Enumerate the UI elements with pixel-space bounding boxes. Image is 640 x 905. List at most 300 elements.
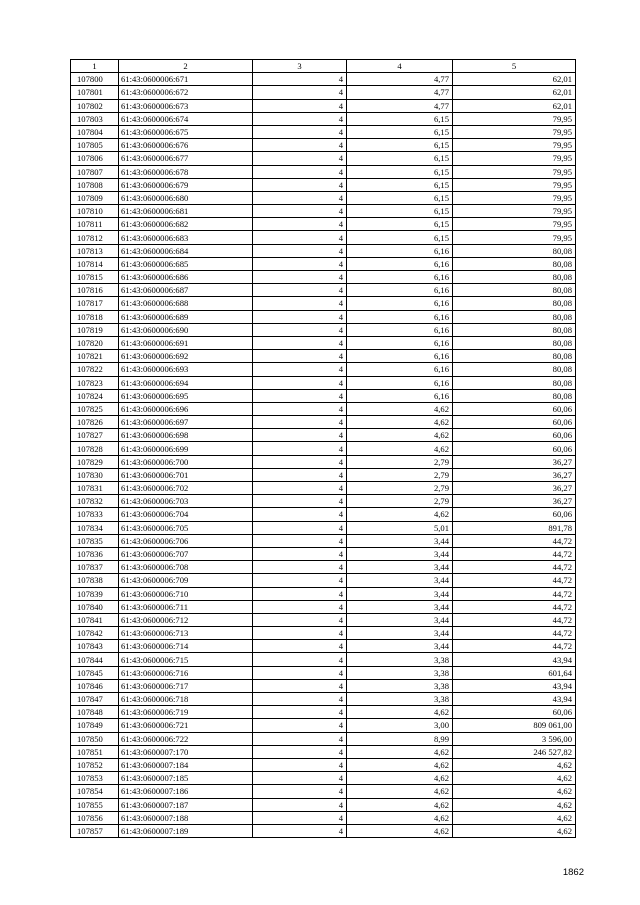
table-cell: 107828 [71, 442, 119, 455]
table-cell: 61:43:0600006:685 [119, 257, 253, 270]
table-cell: 3,44 [347, 561, 453, 574]
table-cell: 61:43:0600006:722 [119, 732, 253, 745]
table-cell: 4 [253, 574, 347, 587]
table-cell: 3,38 [347, 679, 453, 692]
table-cell: 4 [253, 310, 347, 323]
table-cell: 2,79 [347, 455, 453, 468]
table-cell: 4,62 [453, 824, 576, 837]
table-cell: 3,44 [347, 640, 453, 653]
table-cell: 107805 [71, 139, 119, 152]
table-cell: 4 [253, 798, 347, 811]
table-cell: 4 [253, 534, 347, 547]
table-cell: 44,72 [453, 561, 576, 574]
table-cell: 107808 [71, 178, 119, 191]
table-cell: 61:43:0600006:704 [119, 508, 253, 521]
table-cell: 4 [253, 336, 347, 349]
table-cell: 4 [253, 86, 347, 99]
table-cell: 79,95 [453, 218, 576, 231]
table-cell: 61:43:0600006:683 [119, 231, 253, 244]
table-cell: 4 [253, 165, 347, 178]
table-cell: 4 [253, 521, 347, 534]
table-cell: 79,95 [453, 178, 576, 191]
table-cell: 61:43:0600006:715 [119, 653, 253, 666]
table-cell: 79,95 [453, 125, 576, 138]
page-number: 1862 [562, 867, 584, 878]
table-cell: 4,62 [453, 772, 576, 785]
table-cell: 4 [253, 758, 347, 771]
table-cell: 4 [253, 191, 347, 204]
table-cell: 107813 [71, 244, 119, 257]
table-cell: 4,62 [347, 745, 453, 758]
column-header-3: 3 [253, 60, 347, 73]
table-cell: 61:43:0600006:684 [119, 244, 253, 257]
table-cell: 43,94 [453, 693, 576, 706]
table-cell: 246 527,82 [453, 745, 576, 758]
table-cell: 61:43:0600006:705 [119, 521, 253, 534]
table-cell: 4,62 [347, 402, 453, 415]
table-cell: 107856 [71, 811, 119, 824]
table-cell: 61:43:0600007:186 [119, 785, 253, 798]
table-cell: 61:43:0600006:692 [119, 350, 253, 363]
table-cell: 6,16 [347, 284, 453, 297]
table-cell: 601,64 [453, 666, 576, 679]
table-cell: 4 [253, 745, 347, 758]
table-row [71, 653, 576, 666]
table-cell: 107809 [71, 191, 119, 204]
table-row [71, 811, 576, 824]
table-cell: 4 [253, 416, 347, 429]
table-cell: 4 [253, 218, 347, 231]
table-cell: 4,62 [453, 758, 576, 771]
table-row [71, 587, 576, 600]
table-row [71, 798, 576, 811]
table-cell: 61:43:0600006:718 [119, 693, 253, 706]
table-cell: 4,62 [347, 772, 453, 785]
table-cell: 3,38 [347, 693, 453, 706]
table-row [71, 257, 576, 270]
table-cell: 4 [253, 455, 347, 468]
table-row [71, 310, 576, 323]
table-cell: 61:43:0600006:694 [119, 376, 253, 389]
table-cell: 4 [253, 587, 347, 600]
table-body [71, 73, 576, 838]
table-cell: 61:43:0600006:699 [119, 442, 253, 455]
table-cell: 4 [253, 323, 347, 336]
table-cell: 4 [253, 178, 347, 191]
table-cell: 60,06 [453, 706, 576, 719]
table-cell: 107836 [71, 547, 119, 560]
table-cell: 3,44 [347, 587, 453, 600]
table-cell: 3,44 [347, 613, 453, 626]
table-cell: 6,16 [347, 363, 453, 376]
table-cell: 61:43:0600006:690 [119, 323, 253, 336]
table-cell: 4 [253, 706, 347, 719]
table-cell: 44,72 [453, 640, 576, 653]
table-cell: 36,27 [453, 468, 576, 481]
table-cell: 61:43:0600007:189 [119, 824, 253, 837]
table-cell: 80,08 [453, 257, 576, 270]
table-cell: 4 [253, 666, 347, 679]
table-cell: 44,72 [453, 534, 576, 547]
table-cell: 107821 [71, 350, 119, 363]
table-row [71, 416, 576, 429]
table-row [71, 640, 576, 653]
table-row [71, 297, 576, 310]
table-cell: 107843 [71, 640, 119, 653]
table-cell: 61:43:0600006:700 [119, 455, 253, 468]
table-cell: 107801 [71, 86, 119, 99]
table-row [71, 772, 576, 785]
table-cell: 4 [253, 442, 347, 455]
table-cell: 107824 [71, 389, 119, 402]
table-cell: 61:43:0600006:672 [119, 86, 253, 99]
table-cell: 107840 [71, 600, 119, 613]
table-cell: 107806 [71, 152, 119, 165]
table-cell: 4 [253, 139, 347, 152]
table-cell: 4,77 [347, 86, 453, 99]
table-cell: 36,27 [453, 482, 576, 495]
table-cell: 4 [253, 824, 347, 837]
table-cell: 4 [253, 257, 347, 270]
table-cell: 4 [253, 772, 347, 785]
table-cell: 61:43:0600006:693 [119, 363, 253, 376]
table-cell: 6,16 [347, 389, 453, 402]
table-cell: 62,01 [453, 99, 576, 112]
table-cell: 4 [253, 785, 347, 798]
table-cell: 61:43:0600007:188 [119, 811, 253, 824]
table-cell: 4 [253, 389, 347, 402]
table-row [71, 600, 576, 613]
table-row [71, 455, 576, 468]
table-cell: 36,27 [453, 495, 576, 508]
table-row [71, 244, 576, 257]
table-cell: 80,08 [453, 363, 576, 376]
table-cell: 6,15 [347, 218, 453, 231]
table-cell: 107823 [71, 376, 119, 389]
table-cell: 61:43:0600006:671 [119, 73, 253, 86]
table-cell: 61:43:0600006:686 [119, 271, 253, 284]
table-row [71, 547, 576, 560]
table-cell: 107845 [71, 666, 119, 679]
table-cell: 3,44 [347, 627, 453, 640]
table-cell: 107839 [71, 587, 119, 600]
table-cell: 79,95 [453, 191, 576, 204]
table-cell: 4 [253, 297, 347, 310]
table-cell: 4 [253, 640, 347, 653]
table-cell: 61:43:0600006:682 [119, 218, 253, 231]
table-cell: 61:43:0600006:698 [119, 429, 253, 442]
table-cell: 6,16 [347, 323, 453, 336]
table-cell: 107802 [71, 99, 119, 112]
table-row [71, 561, 576, 574]
table-cell: 2,79 [347, 495, 453, 508]
table-cell: 6,15 [347, 112, 453, 125]
table-cell: 80,08 [453, 244, 576, 257]
table-cell: 4,62 [347, 706, 453, 719]
table-cell: 4 [253, 376, 347, 389]
table-cell: 61:43:0600007:184 [119, 758, 253, 771]
table-cell: 4 [253, 600, 347, 613]
table-cell: 79,95 [453, 165, 576, 178]
table-cell: 107814 [71, 257, 119, 270]
table-cell: 61:43:0600006:717 [119, 679, 253, 692]
table-cell: 107846 [71, 679, 119, 692]
table-cell: 61:43:0600006:714 [119, 640, 253, 653]
table-cell: 6,15 [347, 231, 453, 244]
table-cell: 107807 [71, 165, 119, 178]
table-cell: 61:43:0600006:711 [119, 600, 253, 613]
table-cell: 3,00 [347, 719, 453, 732]
table-cell: 6,15 [347, 191, 453, 204]
table-cell: 3 596,00 [453, 732, 576, 745]
table-cell: 4 [253, 468, 347, 481]
table-cell: 4 [253, 482, 347, 495]
table-row [71, 429, 576, 442]
table-cell: 61:43:0600006:710 [119, 587, 253, 600]
table-row [71, 152, 576, 165]
table-cell: 107811 [71, 218, 119, 231]
table-cell: 44,72 [453, 574, 576, 587]
table-row [71, 139, 576, 152]
table-cell: 107848 [71, 706, 119, 719]
table-cell: 6,15 [347, 125, 453, 138]
table-cell: 61:43:0600007:185 [119, 772, 253, 785]
table-cell: 60,06 [453, 508, 576, 521]
table-row [71, 86, 576, 99]
table-row [71, 73, 576, 86]
table-cell: 61:43:0600006:697 [119, 416, 253, 429]
table-cell: 61:43:0600007:170 [119, 745, 253, 758]
table-cell: 107816 [71, 284, 119, 297]
table-cell: 107850 [71, 732, 119, 745]
table-row [71, 363, 576, 376]
table-row [71, 574, 576, 587]
table-row [71, 191, 576, 204]
table-cell: 61:43:0600006:681 [119, 205, 253, 218]
table-cell: 80,08 [453, 323, 576, 336]
table-cell: 107853 [71, 772, 119, 785]
table-cell: 60,06 [453, 402, 576, 415]
table-cell: 4 [253, 350, 347, 363]
table-cell: 4 [253, 99, 347, 112]
table-cell: 4,62 [453, 811, 576, 824]
table-cell: 4,62 [347, 798, 453, 811]
table-cell: 61:43:0600006:719 [119, 706, 253, 719]
table-cell: 107852 [71, 758, 119, 771]
table-header [71, 60, 576, 73]
table-row [71, 402, 576, 415]
table-cell: 3,44 [347, 534, 453, 547]
table-cell: 61:43:0600006:677 [119, 152, 253, 165]
table-cell: 107837 [71, 561, 119, 574]
table-cell: 107800 [71, 73, 119, 86]
table-row [71, 376, 576, 389]
table-cell: 6,15 [347, 178, 453, 191]
table-cell: 809 061,00 [453, 719, 576, 732]
table-cell: 5,01 [347, 521, 453, 534]
table-cell: 107849 [71, 719, 119, 732]
table-cell: 44,72 [453, 587, 576, 600]
table-cell: 107857 [71, 824, 119, 837]
table-cell: 107831 [71, 482, 119, 495]
table-cell: 3,38 [347, 666, 453, 679]
table-cell: 61:43:0600006:687 [119, 284, 253, 297]
table-cell: 4 [253, 73, 347, 86]
table-cell: 80,08 [453, 350, 576, 363]
column-header-2: 2 [119, 60, 253, 73]
table-cell: 61:43:0600006:680 [119, 191, 253, 204]
table-cell: 4 [253, 547, 347, 560]
table-cell: 61:43:0600006:701 [119, 468, 253, 481]
table-cell: 6,15 [347, 165, 453, 178]
table-row [71, 534, 576, 547]
table-cell: 4 [253, 719, 347, 732]
table-row [71, 745, 576, 758]
table-cell: 4 [253, 811, 347, 824]
table-row [71, 495, 576, 508]
table-cell: 4,62 [347, 824, 453, 837]
table-cell: 79,95 [453, 112, 576, 125]
table-cell: 44,72 [453, 613, 576, 626]
table-cell: 61:43:0600006:706 [119, 534, 253, 547]
table-row [71, 482, 576, 495]
table-cell: 43,94 [453, 653, 576, 666]
table-cell: 62,01 [453, 73, 576, 86]
table-row [71, 389, 576, 402]
table-cell: 80,08 [453, 376, 576, 389]
table-cell: 80,08 [453, 336, 576, 349]
table-cell: 61:43:0600006:721 [119, 719, 253, 732]
table-cell: 107827 [71, 429, 119, 442]
table-cell: 107819 [71, 323, 119, 336]
table-row [71, 99, 576, 112]
table-cell: 4 [253, 653, 347, 666]
table-cell: 6,16 [347, 257, 453, 270]
table-cell: 4,62 [347, 811, 453, 824]
table-cell: 4,62 [347, 785, 453, 798]
table-cell: 61:43:0600006:707 [119, 547, 253, 560]
table-cell: 4 [253, 205, 347, 218]
table-row [71, 350, 576, 363]
table-row [71, 679, 576, 692]
table-cell: 4 [253, 284, 347, 297]
table-cell: 107833 [71, 508, 119, 521]
table-cell: 6,16 [347, 297, 453, 310]
table-cell: 4,62 [453, 798, 576, 811]
table-cell: 107810 [71, 205, 119, 218]
table-cell: 4,77 [347, 99, 453, 112]
table-row [71, 323, 576, 336]
table-row [71, 205, 576, 218]
table-cell: 4 [253, 112, 347, 125]
table-row [71, 112, 576, 125]
table-cell: 61:43:0600006:673 [119, 99, 253, 112]
table-cell: 2,79 [347, 468, 453, 481]
table-cell: 80,08 [453, 297, 576, 310]
table-cell: 4 [253, 402, 347, 415]
table-cell: 4 [253, 613, 347, 626]
table-cell: 80,08 [453, 284, 576, 297]
table-cell: 107832 [71, 495, 119, 508]
table-row [71, 693, 576, 706]
table-cell: 4 [253, 495, 347, 508]
table-cell: 4 [253, 244, 347, 257]
table-cell: 107825 [71, 402, 119, 415]
table-cell: 107829 [71, 455, 119, 468]
table-cell: 107835 [71, 534, 119, 547]
header-row [71, 60, 576, 73]
table-cell: 6,15 [347, 152, 453, 165]
table-cell: 61:43:0600006:678 [119, 165, 253, 178]
table-cell: 107847 [71, 693, 119, 706]
table-row [71, 231, 576, 244]
table-cell: 61:43:0600006:696 [119, 402, 253, 415]
table-row [71, 758, 576, 771]
table-cell: 4,62 [347, 758, 453, 771]
table-cell: 6,15 [347, 139, 453, 152]
table-cell: 4 [253, 429, 347, 442]
table-cell: 3,38 [347, 653, 453, 666]
table-row [71, 785, 576, 798]
table-cell: 61:43:0600006:709 [119, 574, 253, 587]
table-row [71, 284, 576, 297]
table-row [71, 442, 576, 455]
table-cell: 4 [253, 732, 347, 745]
table-cell: 107854 [71, 785, 119, 798]
table-row [71, 627, 576, 640]
table-cell: 4 [253, 508, 347, 521]
table-cell: 6,16 [347, 271, 453, 284]
table-cell: 61:43:0600006:708 [119, 561, 253, 574]
table-cell: 3,44 [347, 574, 453, 587]
table-cell: 4,77 [347, 73, 453, 86]
table-row [71, 165, 576, 178]
table-cell: 6,15 [347, 205, 453, 218]
column-header-1: 1 [71, 60, 119, 73]
table-cell: 4 [253, 231, 347, 244]
table-cell: 6,16 [347, 336, 453, 349]
table-row [71, 706, 576, 719]
column-header-5: 5 [453, 60, 576, 73]
table-cell: 43,94 [453, 679, 576, 692]
table-cell: 61:43:0600006:674 [119, 112, 253, 125]
table-cell: 107812 [71, 231, 119, 244]
table-cell: 4,62 [453, 785, 576, 798]
table-row [71, 336, 576, 349]
table-cell: 107844 [71, 653, 119, 666]
table-cell: 8,99 [347, 732, 453, 745]
table-cell: 107834 [71, 521, 119, 534]
table-cell: 80,08 [453, 310, 576, 323]
table-cell: 4 [253, 679, 347, 692]
table-row [71, 508, 576, 521]
table-cell: 4 [253, 693, 347, 706]
table-cell: 61:43:0600007:187 [119, 798, 253, 811]
table-row [71, 218, 576, 231]
table-cell: 79,95 [453, 139, 576, 152]
table-cell: 107838 [71, 574, 119, 587]
table-cell: 4,62 [347, 429, 453, 442]
table-cell: 4 [253, 271, 347, 284]
table-cell: 107851 [71, 745, 119, 758]
table-cell: 6,16 [347, 244, 453, 257]
data-table [70, 59, 576, 838]
table-cell: 61:43:0600006:675 [119, 125, 253, 138]
table-cell: 4 [253, 627, 347, 640]
table-row [71, 666, 576, 679]
table-cell: 4,62 [347, 508, 453, 521]
table-cell: 107826 [71, 416, 119, 429]
